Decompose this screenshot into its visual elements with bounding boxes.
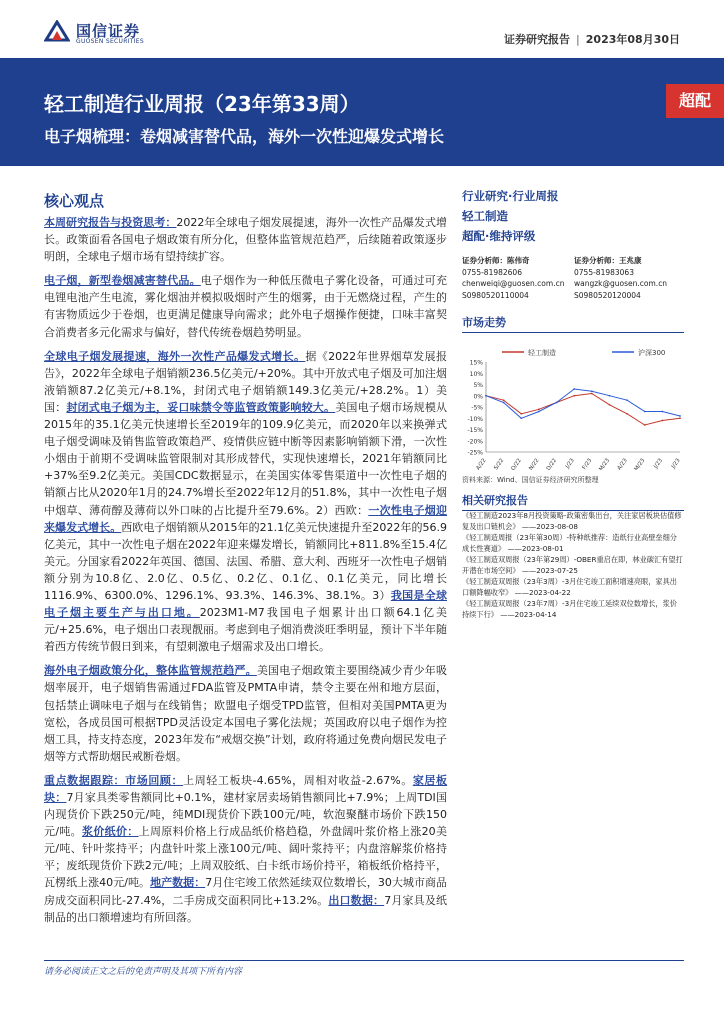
report-date: 2023年08月30日	[585, 33, 680, 46]
x-tick-label: A/23	[616, 457, 629, 470]
analyst-card	[574, 255, 684, 301]
sidebar-category: 行业研究·行业周报	[462, 189, 559, 203]
y-tick-label: -10%	[467, 415, 483, 423]
y-tick-label: 15%	[469, 359, 483, 367]
data-point	[661, 411, 663, 413]
page-header	[0, 0, 724, 58]
x-tick-label: D/22	[545, 457, 559, 470]
footer-disclaimer: 请务必阅读正文之后的免责声明及其项下所有内容	[44, 967, 243, 977]
brand-name-en: GUOSEN SECURITIES	[76, 38, 145, 45]
data-point	[679, 417, 681, 419]
data-point	[609, 395, 611, 397]
text-global-e: 西欧电子烟销额从2015年的21.1亿美元快速提升至2022年的56.9亿美元，其中一次性电子烟在2022年迎来爆发增长，销额同比+811.8%至15.4亿美元。分国家看2022年英国、德国、法国、希腊、意大利、西班牙一次性电子烟销额分别为10.8亿、2.0亿、0.5亿、0.2亿、0.1亿、0.1亿美元，同比增长1116.9%、6300.0%、1296.1%、93.3%、146.3%、38.1%。3）	[44, 520, 447, 602]
market-chart-svg	[462, 340, 684, 470]
data-point	[573, 388, 575, 390]
data-point	[556, 402, 558, 404]
sidebar-industry: 轻工制造	[462, 209, 508, 223]
market-chart	[462, 340, 684, 470]
sidebar	[462, 188, 684, 248]
report-date-text: ——2023-08-01	[507, 544, 564, 553]
report-title-text: 《轻工制造双周报（23年第29周）-OBER重启在即，林业碳汇有望打开潜在市场空间》	[462, 555, 683, 575]
x-tick-label: N/22	[528, 457, 541, 470]
lead-summary: 本周研究报告与投资思考：	[44, 216, 177, 229]
analyst-phone: 0755-81983063	[574, 267, 634, 277]
report-link[interactable]	[462, 576, 684, 598]
series-line	[486, 389, 680, 418]
data-point	[644, 411, 646, 413]
text-market: 上周轻工板块-4.65%，周相对收益-2.67%。	[183, 773, 413, 787]
data-point	[609, 404, 611, 406]
x-tick-label: F/23	[581, 457, 594, 470]
analyst-name: 陈伟奇	[507, 256, 530, 265]
report-date-text: ——2023-04-14	[500, 610, 557, 619]
analyst-card	[462, 255, 572, 301]
data-point	[538, 411, 540, 413]
x-tick-label: S/22	[493, 457, 506, 470]
report-link[interactable]	[462, 554, 684, 576]
series-line	[486, 394, 680, 426]
report-date-text: ——2023-04-22	[514, 588, 571, 597]
y-tick-label: 0%	[473, 393, 483, 401]
analyst-role: 证券分析师：	[574, 256, 619, 265]
report-subtitle: 电子烟梳理：卷烟减害替代品，海外一次性迎爆发式增长	[44, 127, 445, 146]
paragraph-data	[44, 772, 447, 926]
data-point	[644, 424, 646, 426]
text-export: 7月家具及纸制品的出口额增速均有所回落。	[44, 893, 448, 924]
text-home: 7月家具类零售额同比+0.1%，建材家居卖场销售额同比+7.9%；上周TDI国内现货价下跌250元/吨，纯MDI现货价下跌100元/吨，软泡聚醚市场价下跌150元/吨。	[44, 791, 447, 839]
lead-weu: 一次性电子烟迎来爆发式增长。	[44, 503, 447, 534]
lead-global: 全球电子烟发展提速，海外一次性产品爆发式增长。	[44, 349, 306, 363]
y-tick-label: 5%	[473, 382, 483, 389]
logo-icon	[44, 20, 70, 44]
x-tick-label: M/23	[633, 457, 647, 470]
paragraph-summary	[44, 214, 447, 265]
y-tick-label: -15%	[467, 427, 483, 434]
text-global-g: 2023M1-M7我国电子烟累计出口额64.1亿美元/+25.6%，电子烟出口表现靓丽。考虑到电子烟消费淡旺季明显，预计下半年随着西方传统节假日到来，有望刺激电子烟需求及出口增长。	[44, 606, 448, 654]
text-global-a: 据《2022年世界烟草发展报告》，2022年全球电子烟销额236.5亿美元/+20%。其中开放式电子烟及可加注烟液销额87.2亿美元/+8.1%，封闭式电子烟销额149.3亿美元/+28.2%。1）美国：	[44, 349, 448, 414]
brand-name-cn: 国信证券	[76, 22, 141, 40]
report-title-text: 《轻工制造2023年8月投资策略-政策密集出台，关注家居板块估值修复及出口链机会》	[462, 511, 682, 531]
report-link[interactable]	[462, 532, 684, 554]
brand-logo	[44, 20, 204, 48]
data-point	[520, 417, 522, 419]
y-tick-label: -5%	[471, 404, 483, 412]
legend-label: 轻工制造	[528, 349, 556, 357]
data-point	[591, 390, 593, 392]
lead-china: 我国是全球电子烟主要生产与出口地。	[44, 588, 447, 620]
analyst-role: 证券分析师：	[462, 256, 507, 265]
x-tick-label: J/23	[564, 457, 576, 470]
lead-market: 市场回顾：	[125, 773, 184, 787]
x-tick-label: O/22	[510, 457, 523, 470]
data-point	[626, 399, 628, 401]
report-title-text: 《轻工制造周报（23年第30周）-特种纸推荐：造纸行业高壁垒细分成长性赛道》	[462, 533, 677, 553]
data-point	[679, 415, 681, 417]
text-pulp: 上周原料价格上行成品纸价格趋稳，外盘阔叶浆价格上涨20美元/吨、针叶浆持平；内盘针叶浆上涨100元/吨、阔叶浆持平；内盘溶解浆价格持平；废纸现货价下跌2元/吨；上周双胶纸、白卡纸市场价持平，箱板纸价格持平，瓦楞纸上涨40元/吨。	[44, 825, 448, 890]
text-policy: 美国电子烟政策主要围绕减少青少年吸烟率展开，电子烟销售需通过FDA监管及PMTA申请，禁令主要在州和地方层面，包括禁止调味电子烟与在线销售；欧盟电子烟受TPD监管，但相对美国PMTA更为宽松，各成员国可根据TPD灵活设定本国电子雾化法规；英国政府以电子烟作为控烟工具，持支持态度，2023年发布“戒烟交换”计划，政府将通过免费向烟民发电子烟等方式帮助烟民戒断卷烟。	[44, 664, 448, 763]
y-tick-label: 10%	[469, 370, 483, 378]
report-link[interactable]	[462, 598, 684, 620]
x-tick-label: J/23	[653, 457, 665, 470]
analyst-email[interactable]: chenweiqi@guosen.com.cn	[462, 279, 565, 288]
lead-home: 家居板块：	[44, 773, 448, 804]
lead-substitute: 电子烟，新型卷烟减害替代品。	[44, 274, 201, 288]
market-trend-title: 市场走势	[462, 314, 684, 333]
related-reports-title: 相关研究报告	[462, 492, 684, 511]
paragraph-global	[44, 348, 447, 656]
data-point	[503, 399, 505, 401]
lead-pulp: 浆价纸价：	[82, 825, 139, 839]
paragraph-substitute	[44, 272, 447, 340]
data-point	[520, 413, 522, 415]
related-reports-list	[462, 510, 684, 620]
lead-data: 重点数据跟踪：	[44, 773, 126, 787]
report-date-text: ——2023-08-08	[521, 522, 578, 531]
analyst-phone: 0755-81982606	[462, 267, 522, 277]
sidebar-rating: 超配·维持评级	[462, 229, 536, 243]
data-point	[591, 393, 593, 395]
data-point	[485, 395, 487, 397]
x-tick-label: J/23	[670, 457, 682, 470]
footer-divider	[44, 960, 684, 961]
report-link[interactable]	[462, 510, 684, 532]
paragraph-policy	[44, 662, 447, 765]
legend-label: 沪深300	[638, 349, 666, 357]
header-separator: |	[576, 33, 580, 46]
text-substitute: 电子烟作为一种低压微电子雾化设备，可通过可充电锂电池产生电流，雾化烟油并模拟吸烟时产生的烟雾，由于无燃烧过程，产生的有害物质远少于卷烟，也更满足健康导向需求；此外电子烟操作便捷，口味丰富契合消费者多元化需求与偏好，替代传统卷烟趋势明显。	[44, 274, 448, 339]
title-banner	[0, 58, 724, 166]
lead-estate: 地产数据：	[150, 876, 206, 890]
data-point	[538, 408, 540, 410]
chart-source: 资料来源：Wind、国信证券经济研究所整理	[462, 476, 599, 484]
lead-policy: 海外电子烟政策分化，整体监管规范趋严。	[44, 664, 257, 678]
report-date-text: ——2023-07-25	[521, 566, 578, 575]
text-global-c: 美国电子烟市场规模从2015年的35.1亿美元快速增长至2019年的109.9亿美元，而2020年以来换弹式电子烟受调味及销售监管政策趋严、疫情供应链中断等因素影响销额下滑，一次性小烟由于前期不受调味监管限制对其形成替代，实现快速增长，2021年销额同比+37%至9.2亿美元。美国CDC数据显示，在美国实体零售渠道中一次性电子烟的销额占比从2020年1月的24.7%增长至2022年12月的51.8%，其中一次性电子烟中烟草、薄荷醇及薄荷以外口味的占比提升至79.6%。2）西欧：	[44, 400, 448, 517]
analyst-email[interactable]: wangzk@guosen.com.cn	[574, 279, 668, 288]
data-point	[503, 402, 505, 404]
lead-export: 出口数据：	[328, 893, 385, 907]
analyst-name: 王兆康	[619, 256, 642, 265]
report-title-text: 《轻工制造双周报（23年7周）-3月住宅竣工延续双位数增长，浆价持续下行》	[462, 599, 677, 619]
y-tick-label: -20%	[467, 438, 483, 446]
data-point	[626, 413, 628, 415]
report-title: 轻工制造行业周报（23年第33周）	[44, 92, 360, 116]
core-view-title: 核心观点	[44, 192, 105, 210]
report-type: 证券研究报告	[504, 33, 571, 46]
analyst-cert: S0980520110004	[462, 290, 529, 300]
lead-us: 封闭式电子烟为主，妥口味禁令等监管政策影响较大。	[66, 400, 336, 414]
header-meta	[504, 31, 680, 47]
rating-badge: 超配	[666, 84, 724, 118]
analyst-cert: S0980520120004	[574, 290, 641, 300]
data-point	[661, 420, 663, 422]
data-point	[573, 395, 575, 397]
report-title-text: 《轻工制造双周报（23年3周）-3月住宅竣工面积增速亮眼，家具出口额降幅收窄》	[462, 577, 677, 597]
text-summary: 2022年全球电子烟发展提速，海外一次性产品爆发式增长。政策面看各国电子烟政策有所分化，但整体监管规范趋严，后续随着政策逐步明朗，全球电子烟市场有望持续扩容。	[44, 216, 447, 264]
x-tick-label: M/23	[598, 457, 612, 470]
y-tick-label: -25%	[467, 449, 483, 457]
x-tick-label: A/22	[475, 457, 488, 470]
text-estate: 7月住宅竣工依然延续双位数增长，30大城市商品房成交面积同比-27.4%，二手房成交面积同比+13.2%。	[44, 876, 448, 907]
main-body	[44, 214, 447, 933]
